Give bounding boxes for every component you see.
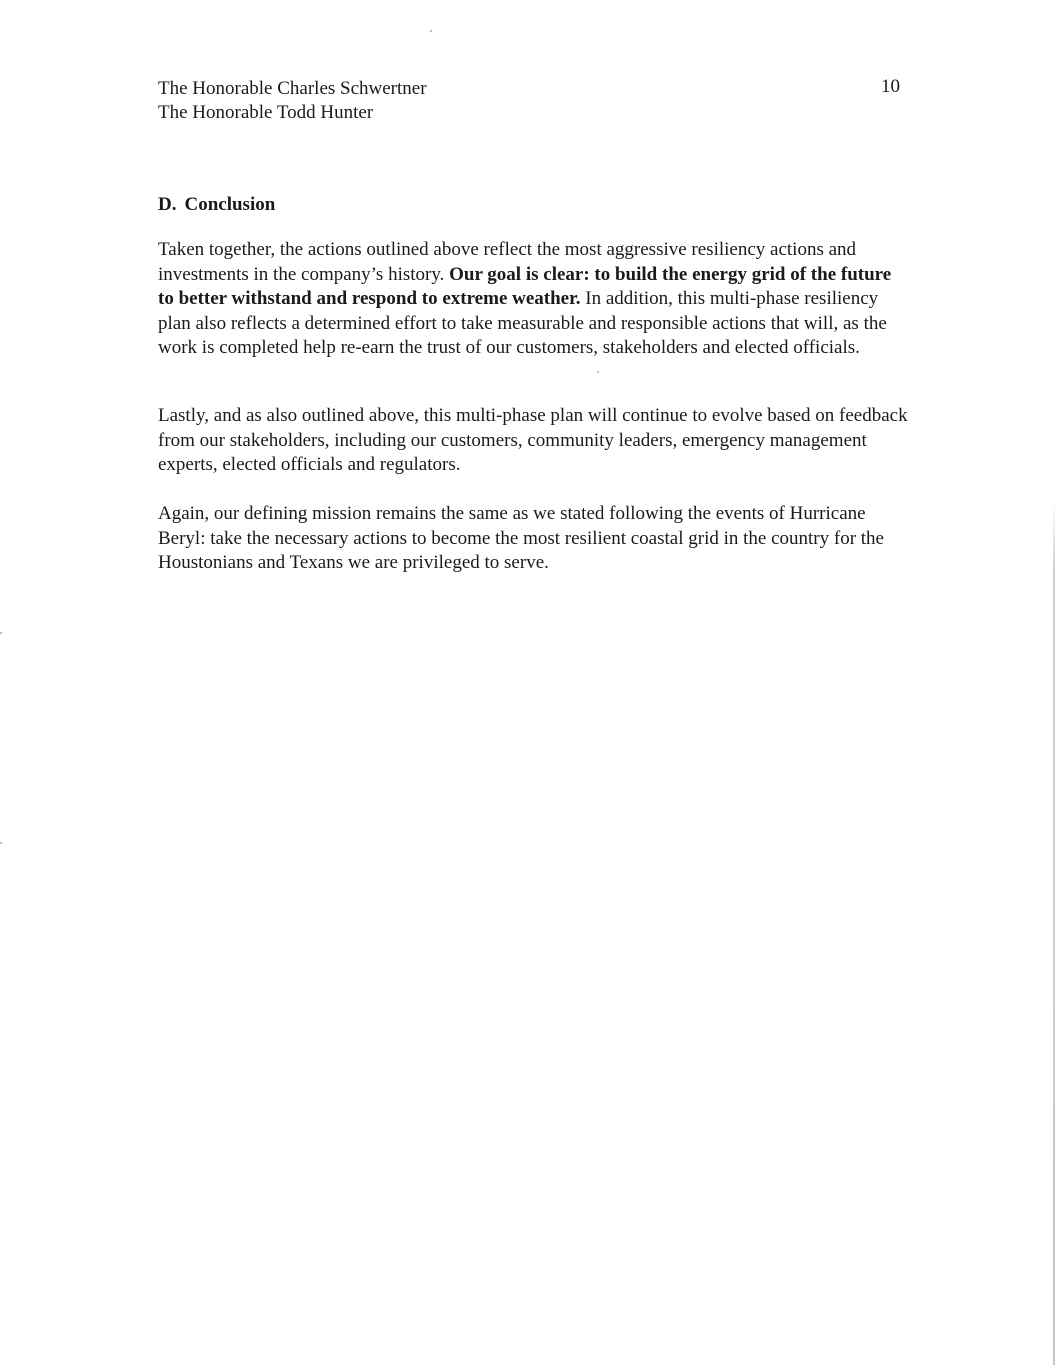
section-title: Conclusion	[184, 194, 276, 215]
scan-speck	[430, 30, 432, 32]
scan-speck	[0, 632, 2, 634]
paragraph-1-goal-statement: Our goal is clear: to build the energy grid of the future to better withstand and respond to extreme weather.	[158, 263, 892, 309]
page-number: 10	[881, 76, 900, 97]
addressee-block	[158, 77, 427, 125]
section-letter: D.	[158, 194, 177, 215]
paragraph-1-end: In addition, this multi-phase resiliency plan also reflects a determined effort to take measurable and responsible actions that will, as the work is completed help re-earn the trust of our customers, stakeholders and elected officials.	[158, 288, 887, 358]
scan-speck	[0, 842, 2, 844]
addressee-line-1: The Honorable Charles Schwertner	[158, 78, 427, 99]
section-heading	[158, 193, 275, 217]
paragraph-defining-mission: Again, our defining mission remains the same as we stated following the events of Hurricane Beryl: take the necessary actions to become the most resilient coastal grid in the country for the Houstonians and Texans we are privileged to serve.	[158, 503, 884, 573]
paragraph-1-start: Taken together, the actions outlined above reflect the most aggressive resiliency actions and investments in the company’s history.	[158, 239, 857, 285]
paragraph-plan-evolution: Lastly, and as also outlined above, this multi-phase plan will continue to evolve based on feedback from our stakeholders, including our customers, community leaders, emergency management experts, elected officials and regulators.	[158, 405, 908, 475]
paragraph-conclusion-summary	[158, 238, 908, 361]
scan-speck	[597, 371, 599, 373]
addressee-line-2: The Honorable Todd Hunter	[158, 102, 374, 123]
